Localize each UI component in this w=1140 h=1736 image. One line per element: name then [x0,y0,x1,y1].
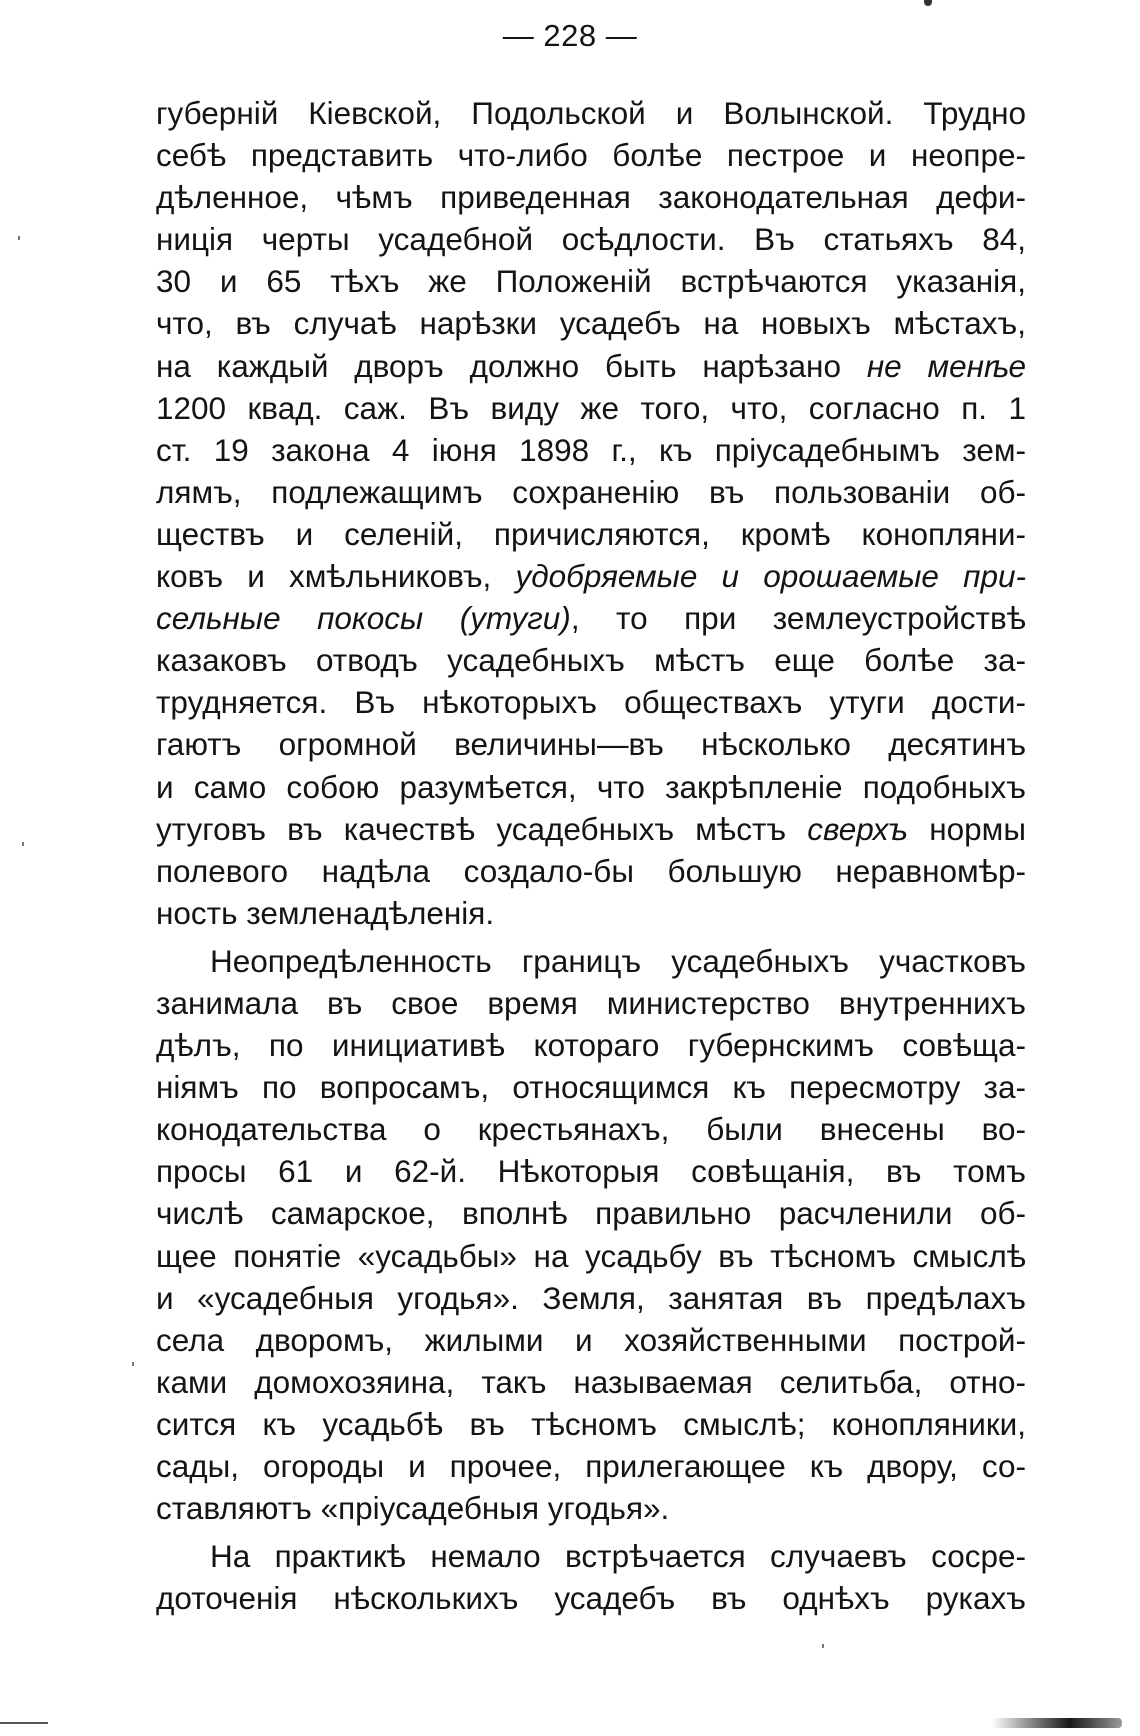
text-line: щее понятіе «усадьбы» на усадьбу въ тѣсномъ смыслѣ [156,1237,1026,1274]
text-line: гаютъ огромной величины—въ нѣсколько десятинъ [156,726,1026,763]
scan-speck [132,1362,134,1366]
text-line: и само собою разумѣется, что закрѣпленіе подобныхъ [156,768,1026,805]
text-run: ковъ и хмѣльниковъ, [156,558,492,595]
text-line: себѣ представить что-либо болѣе пестрое и неопре- [156,137,1026,174]
text-line: ществъ и селеній, причисляются, кромѣ конопляни- [156,515,1026,552]
text-line: На практикѣ немало встрѣчается случаевъ сосре- [210,1538,1026,1575]
text-line: конодательства о крестьянахъ, были внесены во- [156,1111,1026,1148]
text-line [156,808,1026,850]
text-line: губерній Кіевской, Подольской и Волынской. Трудно [156,95,1026,131]
italic-run: удобряемые и орошаемые при- [515,558,1026,595]
text-line: ниція черты усадебной осѣдлости. Въ статьяхъ 84, [156,221,1026,258]
text-line: ность земленадѣленія. [156,894,495,931]
text-line: просы 61 и 62-й. Нѣкоторыя совѣщанія, въ томъ [156,1153,1026,1190]
text-line: ками домохозяина, такъ называемая селитьба, отно- [156,1363,1026,1400]
text-run: нормы [929,810,1026,847]
text-line: Неопредѣленность границъ усадебныхъ участковъ [210,942,1026,979]
text-line: ст. 19 закона 4 іюня 1898 г., къ пріусадебнымъ зем- [156,431,1026,468]
text-line: что, въ случаѣ нарѣзки усадебъ на новыхъ мѣстахъ, [156,305,1026,342]
scan-speck [22,842,24,846]
text-line: полевого надѣла создало-бы большую неравномѣр- [156,852,1026,889]
text-line [156,555,1026,597]
text-run: утуговъ въ качествѣ усадебныхъ мѣстъ [156,810,787,847]
scan-mark [924,0,932,6]
italic-run: сельные покосы (утуги) [156,600,571,637]
text-line: числѣ самарское, вполнѣ правильно расчленили об- [156,1195,1026,1232]
text-line: села дворомъ, жилыми и хозяйственными построй- [156,1321,1026,1358]
text-line: дѣленное, чѣмъ приведенная законодательная дефи- [156,179,1026,216]
text-line: лямъ, подлежащимъ сохраненію въ пользованіи об- [156,473,1026,510]
text-line: казаковъ отводъ усадебныхъ мѣстъ еще болѣе за- [156,642,1026,679]
text-line: и «усадебныя угодья». Земля, занятая въ предѣлахъ [156,1279,1026,1316]
text-run: на каждый дворъ должно быть нарѣзано [156,347,841,384]
text-line: доточенія нѣсколькихъ усадебъ въ однѣхъ рукахъ [156,1580,1026,1617]
text-line: 30 и 65 тѣхъ же Положеній встрѣчаются указанія, [156,263,1026,300]
scan-speck [822,1644,824,1648]
text-line [156,597,1026,639]
text-line: сады, огороды и прочее, прилегающее къ двору, со- [156,1448,1026,1484]
text-line: трудняется. Въ нѣкоторыхъ обществахъ утуги дости- [156,684,1026,721]
text-line: 1200 квад. саж. Въ виду же того, что, согласно п. 1 [156,389,1026,426]
text-line: сится къ усадьбѣ въ тѣсномъ смыслѣ; конопляники, [156,1405,1026,1442]
scan-speck [18,236,20,240]
text-run: , то при землеустройствѣ [570,600,1026,637]
text-line: дѣлъ, по инициативѣ котораго губернскимъ совѣща- [156,1027,1026,1064]
text-line [156,345,1026,387]
text-line: занимала въ свое время министерство внутреннихъ [156,984,1026,1021]
body-text [156,92,1026,1619]
page-number: — 228 — [502,18,638,53]
text-line: ставляютъ «пріусадебныя угодья». [156,1490,670,1527]
scan-smudge [992,1718,1122,1728]
text-line: ніямъ по вопросамъ, относящимся къ пересмотру за- [156,1069,1026,1106]
italic-run: сверхъ [807,810,909,847]
scan-edge-line [0,1722,48,1724]
italic-run: не менѣе [866,347,1026,384]
